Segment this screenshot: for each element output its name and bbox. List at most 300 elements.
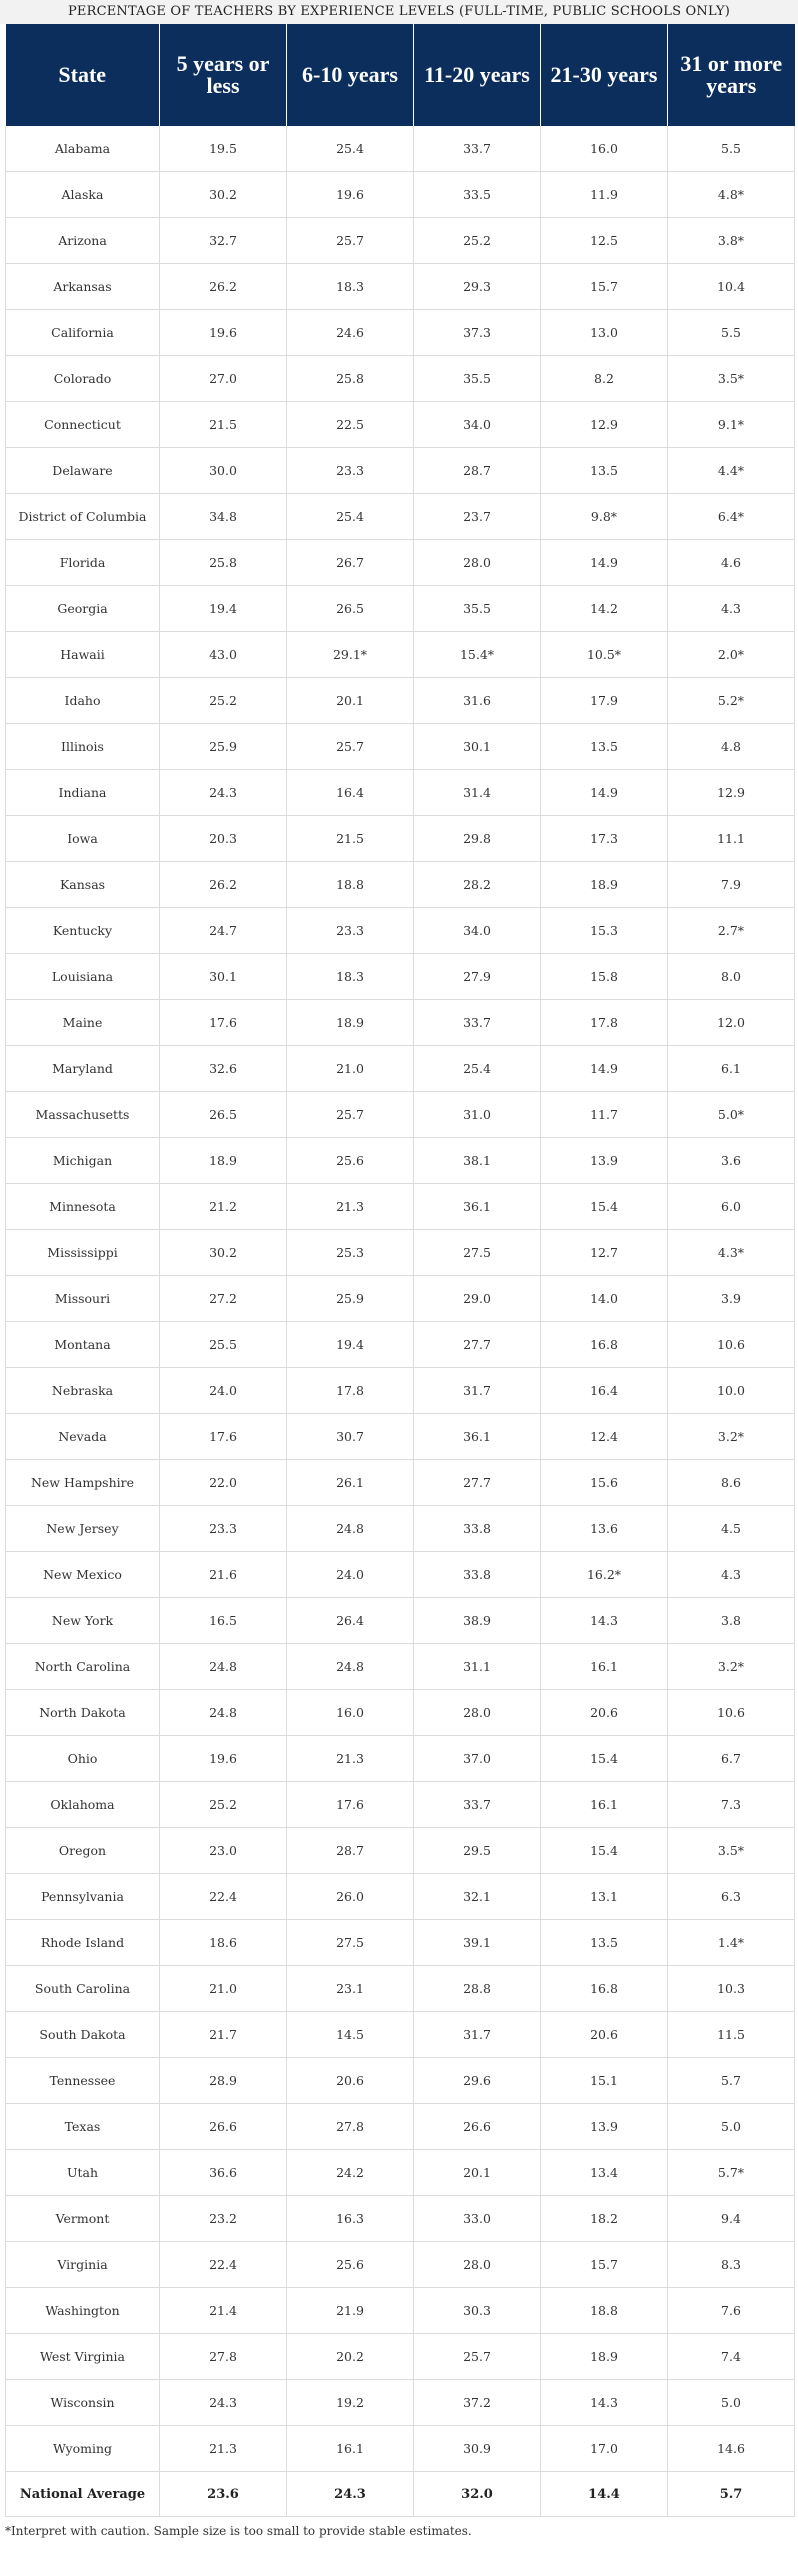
table-row [6, 2150, 795, 2196]
table-cell: 10.5* [541, 632, 668, 678]
table-row [6, 540, 795, 586]
row-label: Maryland [6, 1046, 160, 1092]
table-cell: 26.2 [160, 264, 287, 310]
table-cell: 14.0 [541, 1276, 668, 1322]
table-cell: 30.1 [414, 724, 541, 770]
table-cell: 30.0 [160, 448, 287, 494]
row-label: Illinois [6, 724, 160, 770]
table-cell: 8.3 [668, 2242, 795, 2288]
row-label: New Jersey [6, 1506, 160, 1552]
table-cell: 24.8 [160, 1644, 287, 1690]
table-cell: 4.4* [668, 448, 795, 494]
table-cell: 15.4 [541, 1736, 668, 1782]
table-cell: 25.2 [160, 1782, 287, 1828]
table-row [6, 724, 795, 770]
row-label: Tennessee [6, 2058, 160, 2104]
table-cell: 22.4 [160, 1874, 287, 1920]
table-cell: 7.4 [668, 2334, 795, 2380]
row-label: District of Columbia [6, 494, 160, 540]
row-label: Oregon [6, 1828, 160, 1874]
table-cell: 31.7 [414, 1368, 541, 1414]
table-cell: 39.1 [414, 1920, 541, 1966]
row-label: Vermont [6, 2196, 160, 2242]
table-cell: 30.7 [287, 1414, 414, 1460]
table-cell: 25.6 [287, 1138, 414, 1184]
table-cell: 27.9 [414, 954, 541, 1000]
table-cell: 15.7 [541, 2242, 668, 2288]
table-cell: 37.3 [414, 310, 541, 356]
table-row [6, 1782, 795, 1828]
table-cell: 13.5 [541, 1920, 668, 1966]
table-cell: 29.3 [414, 264, 541, 310]
table-cell: 8.2 [541, 356, 668, 402]
table-cell: 21.7 [160, 2012, 287, 2058]
table-row [6, 1414, 795, 1460]
table-cell: 28.2 [414, 862, 541, 908]
table-cell: 10.0 [668, 1368, 795, 1414]
table-cell: 18.9 [160, 1138, 287, 1184]
table-cell: 31.1 [414, 1644, 541, 1690]
table-cell: 4.8* [668, 172, 795, 218]
table-cell: 18.2 [541, 2196, 668, 2242]
table-cell: 18.8 [541, 2288, 668, 2334]
table-cell: 5.2* [668, 678, 795, 724]
table-cell: 19.5 [160, 126, 287, 172]
table-cell: 7.6 [668, 2288, 795, 2334]
table-cell: 24.7 [160, 908, 287, 954]
table-cell: 16.8 [541, 1966, 668, 2012]
table-cell: 34.0 [414, 402, 541, 448]
table-cell: 38.1 [414, 1138, 541, 1184]
row-label: Wisconsin [6, 2380, 160, 2426]
table-cell: 4.8 [668, 724, 795, 770]
table-cell: 23.3 [287, 448, 414, 494]
table-cell: 14.9 [541, 540, 668, 586]
table-cell: 3.9 [668, 1276, 795, 1322]
table-cell: 31.0 [414, 1092, 541, 1138]
table-cell: 13.9 [541, 2104, 668, 2150]
table-cell: 21.3 [160, 2426, 287, 2472]
table-row [6, 1046, 795, 1092]
table-row [6, 770, 795, 816]
table-row [6, 1276, 795, 1322]
table-cell: 33.7 [414, 1782, 541, 1828]
table-cell: 33.0 [414, 2196, 541, 2242]
table-cell: 22.0 [160, 1460, 287, 1506]
table-cell: 32.0 [414, 2472, 541, 2517]
footnote: *Interpret with caution. Sample size is too small to provide stable estimates. [5, 2524, 472, 2538]
table-cell: 18.9 [287, 1000, 414, 1046]
table-cell: 3.2* [668, 1644, 795, 1690]
table-cell: 12.5 [541, 218, 668, 264]
table-cell: 28.7 [287, 1828, 414, 1874]
table-cell: 17.8 [287, 1368, 414, 1414]
table-cell: 5.7 [668, 2058, 795, 2104]
table-cell: 28.7 [414, 448, 541, 494]
table-cell: 23.6 [160, 2472, 287, 2517]
teacher-experience-table [5, 24, 795, 2517]
row-label: Indiana [6, 770, 160, 816]
table-cell: 18.6 [160, 1920, 287, 1966]
table-cell: 27.2 [160, 1276, 287, 1322]
table-cell: 33.7 [414, 1000, 541, 1046]
table-cell: 5.5 [668, 310, 795, 356]
table-cell: 15.3 [541, 908, 668, 954]
table-cell: 7.9 [668, 862, 795, 908]
row-label: North Dakota [6, 1690, 160, 1736]
table-row [6, 1552, 795, 1598]
row-label: Colorado [6, 356, 160, 402]
table-cell: 14.5 [287, 2012, 414, 2058]
row-label: Louisiana [6, 954, 160, 1000]
table-cell: 18.3 [287, 264, 414, 310]
table-cell: 20.6 [541, 2012, 668, 2058]
row-label: Nevada [6, 1414, 160, 1460]
table-cell: 25.7 [287, 218, 414, 264]
table-cell: 35.5 [414, 586, 541, 632]
table-cell: 16.8 [541, 1322, 668, 1368]
row-label: Georgia [6, 586, 160, 632]
table-cell: 33.7 [414, 126, 541, 172]
table-cell: 26.6 [414, 2104, 541, 2150]
table-cell: 16.5 [160, 1598, 287, 1644]
table-row [6, 172, 795, 218]
table-row [6, 862, 795, 908]
table-cell: 16.3 [287, 2196, 414, 2242]
row-label: Arizona [6, 218, 160, 264]
table-cell: 24.8 [287, 1644, 414, 1690]
table-cell: 18.9 [541, 2334, 668, 2380]
row-label: Missouri [6, 1276, 160, 1322]
table-cell: 14.9 [541, 1046, 668, 1092]
table-cell: 37.2 [414, 2380, 541, 2426]
table-cell: 9.1* [668, 402, 795, 448]
table-row [6, 2380, 795, 2426]
table-cell: 43.0 [160, 632, 287, 678]
table-cell: 23.7 [414, 494, 541, 540]
table-cell: 5.5 [668, 126, 795, 172]
table-cell: 21.0 [287, 1046, 414, 1092]
table-cell: 6.3 [668, 1874, 795, 1920]
table-cell: 28.0 [414, 1690, 541, 1736]
table-cell: 18.8 [287, 862, 414, 908]
table-cell: 30.1 [160, 954, 287, 1000]
table-cell: 6.1 [668, 1046, 795, 1092]
table-cell: 7.3 [668, 1782, 795, 1828]
table-row [6, 2426, 795, 2472]
table-row [6, 1092, 795, 1138]
table-cell: 28.0 [414, 540, 541, 586]
table-cell: 10.6 [668, 1322, 795, 1368]
table-row [6, 1322, 795, 1368]
table-cell: 29.1* [287, 632, 414, 678]
table-cell: 26.5 [287, 586, 414, 632]
row-label: New Hampshire [6, 1460, 160, 1506]
table-cell: 2.7* [668, 908, 795, 954]
table-cell: 17.3 [541, 816, 668, 862]
row-label: National Average [6, 2472, 160, 2517]
table-cell: 21.4 [160, 2288, 287, 2334]
table-cell: 25.6 [287, 2242, 414, 2288]
table-cell: 12.7 [541, 1230, 668, 1276]
table-cell: 36.1 [414, 1184, 541, 1230]
table-cell: 20.1 [287, 678, 414, 724]
table-cell: 32.7 [160, 218, 287, 264]
table-cell: 12.0 [668, 1000, 795, 1046]
table-row [6, 2012, 795, 2058]
table-cell: 21.2 [160, 1184, 287, 1230]
table-cell: 13.1 [541, 1874, 668, 1920]
table-cell: 5.7 [668, 2472, 795, 2517]
table-cell: 27.5 [414, 1230, 541, 1276]
table-cell: 25.7 [287, 1092, 414, 1138]
table-cell: 21.3 [287, 1736, 414, 1782]
table-cell: 34.8 [160, 494, 287, 540]
table-cell: 15.7 [541, 264, 668, 310]
table-row [6, 448, 795, 494]
table-cell: 23.3 [160, 1506, 287, 1552]
row-label: Delaware [6, 448, 160, 494]
table-cell: 4.5 [668, 1506, 795, 1552]
table-row [6, 1920, 795, 1966]
row-label: Massachusetts [6, 1092, 160, 1138]
row-label: South Dakota [6, 2012, 160, 2058]
table-cell: 25.2 [414, 218, 541, 264]
table-cell: 38.9 [414, 1598, 541, 1644]
table-cell: 25.8 [160, 540, 287, 586]
table-cell: 14.6 [668, 2426, 795, 2472]
table-cell: 25.4 [287, 494, 414, 540]
table-row [6, 264, 795, 310]
row-label: West Virginia [6, 2334, 160, 2380]
table-row [6, 1184, 795, 1230]
table-cell: 27.7 [414, 1460, 541, 1506]
table-cell: 36.1 [414, 1414, 541, 1460]
table-cell: 29.5 [414, 1828, 541, 1874]
row-label: Rhode Island [6, 1920, 160, 1966]
table-cell: 20.2 [287, 2334, 414, 2380]
table-cell: 14.9 [541, 770, 668, 816]
column-header-state: State [6, 24, 160, 126]
table-cell: 27.7 [414, 1322, 541, 1368]
table-cell: 23.2 [160, 2196, 287, 2242]
table-cell: 5.0 [668, 2104, 795, 2150]
table-cell: 11.7 [541, 1092, 668, 1138]
table-cell: 6.0 [668, 1184, 795, 1230]
table-cell: 5.0* [668, 1092, 795, 1138]
table-row [6, 494, 795, 540]
table-cell: 1.4* [668, 1920, 795, 1966]
table-cell: 15.4 [541, 1828, 668, 1874]
row-label: Florida [6, 540, 160, 586]
table-cell: 24.3 [160, 2380, 287, 2426]
table-row [6, 1138, 795, 1184]
table-cell: 26.0 [287, 1874, 414, 1920]
row-label: Iowa [6, 816, 160, 862]
row-label: Washington [6, 2288, 160, 2334]
table-cell: 14.3 [541, 2380, 668, 2426]
row-label: Pennsylvania [6, 1874, 160, 1920]
table-cell: 28.8 [414, 1966, 541, 2012]
row-label: Texas [6, 2104, 160, 2150]
table-cell: 3.5* [668, 1828, 795, 1874]
table-cell: 26.4 [287, 1598, 414, 1644]
table-cell: 27.8 [160, 2334, 287, 2380]
table-cell: 23.3 [287, 908, 414, 954]
table-cell: 3.8* [668, 218, 795, 264]
row-label: Nebraska [6, 1368, 160, 1414]
table-row [6, 678, 795, 724]
table-header-row [6, 24, 795, 126]
column-header-21-30-years: 21-30 years [541, 24, 668, 126]
table-cell: 13.6 [541, 1506, 668, 1552]
row-label: Minnesota [6, 1184, 160, 1230]
table-cell: 21.5 [160, 402, 287, 448]
table-cell: 25.9 [160, 724, 287, 770]
table-cell: 13.5 [541, 448, 668, 494]
table-cell: 25.5 [160, 1322, 287, 1368]
table-cell: 31.4 [414, 770, 541, 816]
row-label: Arkansas [6, 264, 160, 310]
table-cell: 10.3 [668, 1966, 795, 2012]
row-label: Kansas [6, 862, 160, 908]
table-cell: 15.4* [414, 632, 541, 678]
table-cell: 21.6 [160, 1552, 287, 1598]
table-cell: 16.4 [287, 770, 414, 816]
column-header-6-10-years: 6-10 years [287, 24, 414, 126]
table-cell: 18.3 [287, 954, 414, 1000]
table-row [6, 1736, 795, 1782]
table-row [6, 632, 795, 678]
table-row [6, 310, 795, 356]
table-cell: 21.3 [287, 1184, 414, 1230]
table-cell: 5.7* [668, 2150, 795, 2196]
table-cell: 11.1 [668, 816, 795, 862]
table-cell: 12.4 [541, 1414, 668, 1460]
table-cell: 21.9 [287, 2288, 414, 2334]
table-row [6, 2242, 795, 2288]
row-label: California [6, 310, 160, 356]
row-label: New York [6, 1598, 160, 1644]
table-cell: 26.6 [160, 2104, 287, 2150]
table-cell: 32.1 [414, 1874, 541, 1920]
table-row [6, 1000, 795, 1046]
table-cell: 29.0 [414, 1276, 541, 1322]
table-row [6, 2196, 795, 2242]
column-header-5-years-or-less: 5 years or less [160, 24, 287, 126]
table-cell: 30.9 [414, 2426, 541, 2472]
table-cell: 18.9 [541, 862, 668, 908]
table-cell: 30.2 [160, 1230, 287, 1276]
table-cell: 23.1 [287, 1966, 414, 2012]
table-cell: 6.7 [668, 1736, 795, 1782]
row-label: Oklahoma [6, 1782, 160, 1828]
table-row [6, 2104, 795, 2150]
table-row [6, 2058, 795, 2104]
row-label: Maine [6, 1000, 160, 1046]
table-cell: 14.4 [541, 2472, 668, 2517]
table-row [6, 1598, 795, 1644]
table-cell: 21.0 [160, 1966, 287, 2012]
table-cell: 24.3 [160, 770, 287, 816]
table-cell: 25.7 [287, 724, 414, 770]
table-cell: 35.5 [414, 356, 541, 402]
table-cell: 24.8 [160, 1690, 287, 1736]
table-cell: 24.2 [287, 2150, 414, 2196]
row-label: Kentucky [6, 908, 160, 954]
table-cell: 3.8 [668, 1598, 795, 1644]
table-cell: 13.5 [541, 724, 668, 770]
table-row [6, 1966, 795, 2012]
table-row [6, 2288, 795, 2334]
table-cell: 30.2 [160, 172, 287, 218]
table-cell: 25.9 [287, 1276, 414, 1322]
table-cell: 37.0 [414, 1736, 541, 1782]
table-cell: 26.5 [160, 1092, 287, 1138]
table-cell: 19.6 [287, 172, 414, 218]
table-cell: 14.2 [541, 586, 668, 632]
table-cell: 6.4* [668, 494, 795, 540]
table-row [6, 402, 795, 448]
table-cell: 27.8 [287, 2104, 414, 2150]
table-cell: 31.7 [414, 2012, 541, 2058]
table-row [6, 126, 795, 172]
row-label: Ohio [6, 1736, 160, 1782]
row-label: Virginia [6, 2242, 160, 2288]
row-label: Michigan [6, 1138, 160, 1184]
table-cell: 20.6 [541, 1690, 668, 1736]
table-row [6, 1368, 795, 1414]
table-row [6, 816, 795, 862]
table-cell: 16.1 [287, 2426, 414, 2472]
table-cell: 33.8 [414, 1506, 541, 1552]
table-cell: 29.8 [414, 816, 541, 862]
column-header-31-or-more-years: 31 or more years [668, 24, 795, 126]
table-cell: 24.8 [287, 1506, 414, 1552]
table-row [6, 954, 795, 1000]
table-row [6, 218, 795, 264]
row-label: South Carolina [6, 1966, 160, 2012]
table-row [6, 356, 795, 402]
table-cell: 25.4 [414, 1046, 541, 1092]
table-body [6, 126, 795, 2517]
table-cell: 21.5 [287, 816, 414, 862]
table-cell: 32.6 [160, 1046, 287, 1092]
table-cell: 13.0 [541, 310, 668, 356]
table-cell: 15.6 [541, 1460, 668, 1506]
table-row [6, 1460, 795, 1506]
table-cell: 16.4 [541, 1368, 668, 1414]
row-label: Alaska [6, 172, 160, 218]
table-cell: 29.6 [414, 2058, 541, 2104]
table-cell: 2.0* [668, 632, 795, 678]
table-cell: 19.6 [160, 310, 287, 356]
table-cell: 8.6 [668, 1460, 795, 1506]
table-cell: 27.0 [160, 356, 287, 402]
table-cell: 22.5 [287, 402, 414, 448]
table-cell: 19.2 [287, 2380, 414, 2426]
table-cell: 16.0 [541, 126, 668, 172]
table-cell: 9.8* [541, 494, 668, 540]
table-cell: 26.2 [160, 862, 287, 908]
table-cell: 17.8 [541, 1000, 668, 1046]
table-cell: 33.8 [414, 1552, 541, 1598]
table-cell: 4.3* [668, 1230, 795, 1276]
row-label: Alabama [6, 126, 160, 172]
table-cell: 27.5 [287, 1920, 414, 1966]
table-cell: 10.6 [668, 1690, 795, 1736]
table-cell: 25.3 [287, 1230, 414, 1276]
